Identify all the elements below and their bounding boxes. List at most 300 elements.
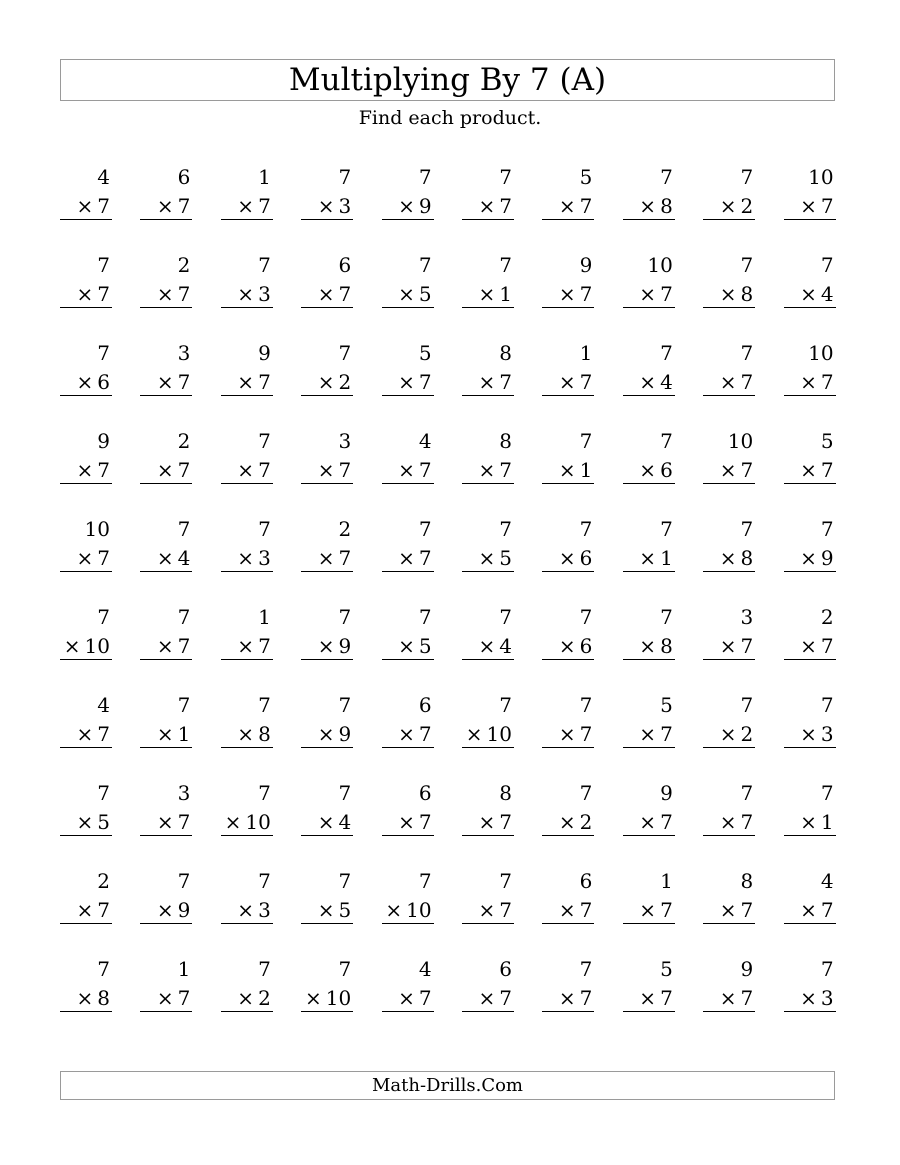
footer-site-name: Math-Drills.Com xyxy=(371,1074,523,1096)
answer-line xyxy=(140,395,192,396)
multiplier-row xyxy=(800,370,834,394)
multiplier: 7 xyxy=(499,194,512,218)
multiplicand: 7 xyxy=(177,605,191,629)
multiplier-row xyxy=(479,370,513,394)
multiplication-problem xyxy=(623,605,675,665)
answer-line xyxy=(542,395,594,396)
multiplicand: 7 xyxy=(579,429,593,453)
times-sign: × xyxy=(237,282,255,306)
times-sign: × xyxy=(398,986,415,1010)
multiplication-problem xyxy=(462,517,514,577)
times-sign: × xyxy=(156,898,174,922)
times-sign: × xyxy=(800,370,817,394)
multiplication-problem xyxy=(301,693,353,753)
multiplication-problem xyxy=(221,341,273,401)
answer-line xyxy=(301,307,353,308)
multiplier: 9 xyxy=(338,634,352,658)
multiplicand: 4 xyxy=(820,869,834,893)
multiplier-row xyxy=(479,634,513,658)
multiplicand: 7 xyxy=(338,605,352,629)
multiplier: 4 xyxy=(660,370,673,394)
multiplier: 7 xyxy=(418,986,432,1010)
times-sign: × xyxy=(478,458,496,482)
multiplier: 7 xyxy=(97,546,110,570)
answer-line xyxy=(382,307,434,308)
multiplication-problem xyxy=(60,429,112,489)
times-sign: × xyxy=(478,282,496,306)
multiplier: 8 xyxy=(258,722,271,746)
multiplier-row xyxy=(385,898,431,922)
multiplication-problem xyxy=(703,957,755,1017)
answer-line xyxy=(140,307,192,308)
multiplication-problem xyxy=(60,957,112,1017)
multiplier-row xyxy=(77,810,111,834)
multiplicand: 8 xyxy=(499,781,512,805)
multiplication-problem xyxy=(60,605,112,665)
answer-line xyxy=(462,835,514,836)
multiplier: 1 xyxy=(579,458,593,482)
multiplier: 7 xyxy=(177,634,191,658)
multiplication-problem xyxy=(221,429,273,489)
multiplicand: 7 xyxy=(660,341,673,365)
times-sign: × xyxy=(237,546,255,570)
multiplicand: 7 xyxy=(740,693,754,717)
times-sign: × xyxy=(639,282,657,306)
multiplier: 2 xyxy=(258,986,271,1010)
multiplication-problem xyxy=(462,165,514,225)
multiplication-problem xyxy=(221,781,273,841)
multiplication-problem xyxy=(60,165,112,225)
multiplier: 7 xyxy=(740,458,754,482)
times-sign: × xyxy=(237,194,255,218)
multiplier: 9 xyxy=(418,194,432,218)
multiplier-row xyxy=(77,546,111,570)
multiplier-row xyxy=(157,898,191,922)
multiplier-row xyxy=(318,634,352,658)
answer-line xyxy=(60,835,112,836)
answer-line xyxy=(60,483,112,484)
multiplication-problem xyxy=(542,165,594,225)
answer-line xyxy=(784,747,836,748)
answer-line xyxy=(140,835,192,836)
multiplier: 3 xyxy=(820,986,834,1010)
times-sign: × xyxy=(639,370,657,394)
answer-line xyxy=(60,395,112,396)
multiplier-row xyxy=(157,722,191,746)
times-sign: × xyxy=(800,722,817,746)
multiplicand: 9 xyxy=(579,253,593,277)
times-sign: × xyxy=(156,546,174,570)
multiplication-problem xyxy=(703,781,755,841)
multiplicand: 3 xyxy=(740,605,754,629)
multiplier: 7 xyxy=(258,370,271,394)
multiplier-row xyxy=(559,898,593,922)
multiplication-problem xyxy=(140,517,192,577)
answer-line xyxy=(462,747,514,748)
multiplier: 7 xyxy=(579,722,593,746)
multiplier-row xyxy=(237,194,271,218)
answer-line xyxy=(703,307,755,308)
multiplication-problem xyxy=(140,781,192,841)
multiplication-problem xyxy=(462,693,514,753)
multiplier: 4 xyxy=(177,546,191,570)
multiplier-row xyxy=(318,810,352,834)
multiplier: 7 xyxy=(418,458,432,482)
multiplier-row xyxy=(398,282,432,306)
times-sign: × xyxy=(398,722,415,746)
multiplication-problem xyxy=(382,693,434,753)
answer-line xyxy=(382,395,434,396)
answer-line xyxy=(382,923,434,924)
times-sign: × xyxy=(800,898,817,922)
multiplier: 7 xyxy=(820,634,834,658)
multiplication-problem xyxy=(703,341,755,401)
answer-line xyxy=(382,483,434,484)
multiplier: 3 xyxy=(338,194,352,218)
answer-line xyxy=(60,1011,112,1012)
times-sign: × xyxy=(156,194,174,218)
multiplier: 7 xyxy=(177,370,191,394)
multiplier: 7 xyxy=(740,986,754,1010)
multiplication-problem xyxy=(301,517,353,577)
multiplication-problem xyxy=(301,253,353,313)
multiplier: 7 xyxy=(660,282,673,306)
times-sign: × xyxy=(237,634,255,658)
multiplicand: 4 xyxy=(418,957,432,981)
multiplier: 6 xyxy=(579,634,593,658)
times-sign: × xyxy=(76,194,94,218)
answer-line xyxy=(382,659,434,660)
answer-line xyxy=(542,307,594,308)
multiplier: 8 xyxy=(660,194,673,218)
multiplication-problem xyxy=(703,605,755,665)
answer-line xyxy=(462,659,514,660)
multiplication-problem xyxy=(462,253,514,313)
multiplication-problem xyxy=(542,429,594,489)
multiplier: 8 xyxy=(740,282,754,306)
multiplier: 7 xyxy=(177,810,191,834)
multiplier-row xyxy=(559,722,593,746)
answer-line xyxy=(703,923,755,924)
times-sign: × xyxy=(558,634,576,658)
multiplier-row xyxy=(800,282,834,306)
multiplication-problem xyxy=(60,781,112,841)
multiplier: 7 xyxy=(97,194,110,218)
multiplier-row xyxy=(800,458,834,482)
multiplication-problem xyxy=(221,253,273,313)
times-sign: × xyxy=(719,986,737,1010)
times-sign: × xyxy=(639,898,657,922)
answer-line xyxy=(60,659,112,660)
multiplication-problem xyxy=(623,253,675,313)
multiplication-problem xyxy=(623,781,675,841)
multiplier: 9 xyxy=(820,546,834,570)
multiplication-problem xyxy=(462,605,514,665)
multiplier: 7 xyxy=(499,370,512,394)
answer-line xyxy=(221,835,273,836)
multiplication-problem xyxy=(784,605,836,665)
answer-line xyxy=(462,219,514,220)
answer-line xyxy=(221,747,273,748)
multiplicand: 2 xyxy=(177,253,191,277)
multiplier-row xyxy=(157,986,191,1010)
multiplicand: 7 xyxy=(499,605,512,629)
multiplier-row xyxy=(639,282,673,306)
multiplication-problem xyxy=(301,957,353,1017)
multiplier: 7 xyxy=(338,458,352,482)
times-sign: × xyxy=(156,282,174,306)
multiplier-row xyxy=(466,722,512,746)
answer-line xyxy=(140,923,192,924)
answer-line xyxy=(623,571,675,572)
times-sign: × xyxy=(558,370,576,394)
answer-line xyxy=(542,571,594,572)
answer-line xyxy=(542,747,594,748)
answer-line xyxy=(462,923,514,924)
multiplier: 7 xyxy=(97,898,110,922)
multiplier-row xyxy=(157,810,191,834)
multiplication-problem xyxy=(60,341,112,401)
multiplier: 7 xyxy=(660,722,673,746)
multiplication-problem xyxy=(542,693,594,753)
answer-line xyxy=(301,747,353,748)
multiplier-row xyxy=(639,546,673,570)
multiplier-row xyxy=(398,194,432,218)
multiplier: 5 xyxy=(499,546,512,570)
answer-line xyxy=(140,483,192,484)
times-sign: × xyxy=(558,810,576,834)
multiplication-problem xyxy=(301,869,353,929)
multiplicand: 10 xyxy=(647,253,673,277)
multiplier: 6 xyxy=(97,370,110,394)
times-sign: × xyxy=(237,986,255,1010)
multiplier: 7 xyxy=(338,282,352,306)
multiplier-row xyxy=(157,194,191,218)
multiplication-problem xyxy=(382,517,434,577)
multiplier-row xyxy=(639,986,673,1010)
multiplier-row xyxy=(398,546,432,570)
answer-line xyxy=(784,395,836,396)
multiplicand: 6 xyxy=(418,693,432,717)
multiplier-row xyxy=(559,282,593,306)
multiplicand: 7 xyxy=(258,869,271,893)
multiplicand: 7 xyxy=(740,781,754,805)
times-sign: × xyxy=(317,458,335,482)
answer-line xyxy=(301,219,353,220)
times-sign: × xyxy=(76,282,94,306)
multiplier-row xyxy=(479,546,513,570)
times-sign: × xyxy=(478,986,496,1010)
multiplication-problem xyxy=(221,165,273,225)
multiplier-row xyxy=(77,986,111,1010)
times-sign: × xyxy=(224,810,242,834)
multiplicand: 2 xyxy=(97,869,110,893)
answer-line xyxy=(221,219,273,220)
multiplication-problem xyxy=(382,341,434,401)
multiplier: 3 xyxy=(258,898,271,922)
multiplication-problem xyxy=(140,957,192,1017)
multiplication-problem xyxy=(784,957,836,1017)
answer-line xyxy=(623,395,675,396)
answer-line xyxy=(301,571,353,572)
answer-line xyxy=(140,1011,192,1012)
multiplicand: 7 xyxy=(820,957,834,981)
times-sign: × xyxy=(800,986,817,1010)
answer-line xyxy=(784,659,836,660)
multiplier-row xyxy=(720,898,754,922)
multiplier-row xyxy=(157,370,191,394)
answer-line xyxy=(60,571,112,572)
multiplier-row xyxy=(639,370,673,394)
times-sign: × xyxy=(719,634,737,658)
answer-line xyxy=(221,923,273,924)
answer-line xyxy=(301,835,353,836)
multiplicand: 2 xyxy=(820,605,834,629)
multiplication-problem xyxy=(60,869,112,929)
answer-line xyxy=(623,923,675,924)
answer-line xyxy=(140,659,192,660)
multiplier-row xyxy=(559,370,593,394)
multiplication-problem xyxy=(784,341,836,401)
multiplicand: 7 xyxy=(740,517,754,541)
times-sign: × xyxy=(317,370,335,394)
answer-line xyxy=(542,483,594,484)
answer-line xyxy=(140,219,192,220)
times-sign: × xyxy=(639,634,657,658)
multiplicand: 4 xyxy=(97,165,110,189)
answer-line xyxy=(784,483,836,484)
multiplication-problem xyxy=(623,869,675,929)
times-sign: × xyxy=(639,458,657,482)
multiplier: 5 xyxy=(418,634,432,658)
multiplier-row xyxy=(398,810,432,834)
answer-line xyxy=(60,307,112,308)
multiplicand: 6 xyxy=(579,869,593,893)
times-sign: × xyxy=(639,810,657,834)
multiplication-problem xyxy=(382,253,434,313)
multiplier: 7 xyxy=(97,282,110,306)
times-sign: × xyxy=(76,458,94,482)
answer-line xyxy=(301,923,353,924)
multiplication-problem xyxy=(301,165,353,225)
answer-line xyxy=(462,1011,514,1012)
multiplication-problem xyxy=(462,429,514,489)
multiplier: 7 xyxy=(579,898,593,922)
multiplication-problem xyxy=(784,693,836,753)
multiplier: 7 xyxy=(579,282,593,306)
multiplicand: 7 xyxy=(820,253,834,277)
multiplier-row xyxy=(559,986,593,1010)
times-sign: × xyxy=(317,282,335,306)
multiplier: 3 xyxy=(258,546,271,570)
times-sign: × xyxy=(800,546,817,570)
multiplier-row xyxy=(720,722,754,746)
times-sign: × xyxy=(156,722,174,746)
multiplier: 7 xyxy=(177,282,191,306)
multiplicand: 3 xyxy=(177,341,191,365)
multiplier-row xyxy=(720,986,754,1010)
multiplier: 7 xyxy=(499,810,512,834)
multiplicand: 9 xyxy=(258,341,271,365)
answer-line xyxy=(703,219,755,220)
multiplication-problem xyxy=(703,517,755,577)
answer-line xyxy=(623,659,675,660)
multiplication-problem xyxy=(140,869,192,929)
multiplier: 8 xyxy=(740,546,754,570)
multiplicand: 6 xyxy=(177,165,191,189)
multiplier: 7 xyxy=(177,986,191,1010)
multiplication-problem xyxy=(462,869,514,929)
answer-line xyxy=(623,835,675,836)
times-sign: × xyxy=(719,282,737,306)
answer-line xyxy=(703,571,755,572)
multiplier-row xyxy=(318,722,352,746)
multiplicand: 10 xyxy=(727,429,754,453)
multiplication-problem xyxy=(221,957,273,1017)
times-sign: × xyxy=(478,898,496,922)
times-sign: × xyxy=(398,634,415,658)
multiplication-problem xyxy=(140,693,192,753)
multiplicand: 7 xyxy=(97,781,110,805)
multiplier-row xyxy=(800,546,834,570)
multiplicand: 7 xyxy=(338,781,352,805)
answer-line xyxy=(703,747,755,748)
multiplier-row xyxy=(720,194,754,218)
multiplier: 7 xyxy=(97,458,110,482)
multiplier-row xyxy=(318,546,352,570)
times-sign: × xyxy=(385,898,403,922)
multiplication-problem xyxy=(382,957,434,1017)
multiplicand: 7 xyxy=(97,605,110,629)
times-sign: × xyxy=(800,194,817,218)
times-sign: × xyxy=(478,810,496,834)
times-sign: × xyxy=(719,810,737,834)
multiplicand: 7 xyxy=(97,253,110,277)
times-sign: × xyxy=(558,722,576,746)
multiplier: 3 xyxy=(258,282,271,306)
multiplicand: 7 xyxy=(740,253,754,277)
multiplication-problem xyxy=(462,781,514,841)
answer-line xyxy=(221,395,273,396)
multiplication-problem xyxy=(784,165,836,225)
times-sign: × xyxy=(398,810,415,834)
multiplier: 7 xyxy=(579,986,593,1010)
times-sign: × xyxy=(639,986,657,1010)
times-sign: × xyxy=(237,898,255,922)
multiplication-problem xyxy=(60,517,112,577)
times-sign: × xyxy=(398,194,415,218)
multiplier: 7 xyxy=(418,722,432,746)
multiplier: 7 xyxy=(499,458,512,482)
answer-line xyxy=(301,1011,353,1012)
times-sign: × xyxy=(76,986,94,1010)
times-sign: × xyxy=(639,194,657,218)
multiplication-problem xyxy=(703,429,755,489)
multiplication-problem xyxy=(382,605,434,665)
multiplicand: 10 xyxy=(84,517,110,541)
multiplier-row xyxy=(479,194,513,218)
multiplier: 7 xyxy=(660,986,673,1010)
times-sign: × xyxy=(237,370,255,394)
multiplier-row xyxy=(398,370,432,394)
multiplicand: 1 xyxy=(177,957,191,981)
multiplication-problem xyxy=(140,253,192,313)
multiplication-problem xyxy=(784,869,836,929)
multiplier: 4 xyxy=(820,282,834,306)
times-sign: × xyxy=(76,898,94,922)
multiplicand: 8 xyxy=(499,429,512,453)
answer-line xyxy=(382,747,434,748)
